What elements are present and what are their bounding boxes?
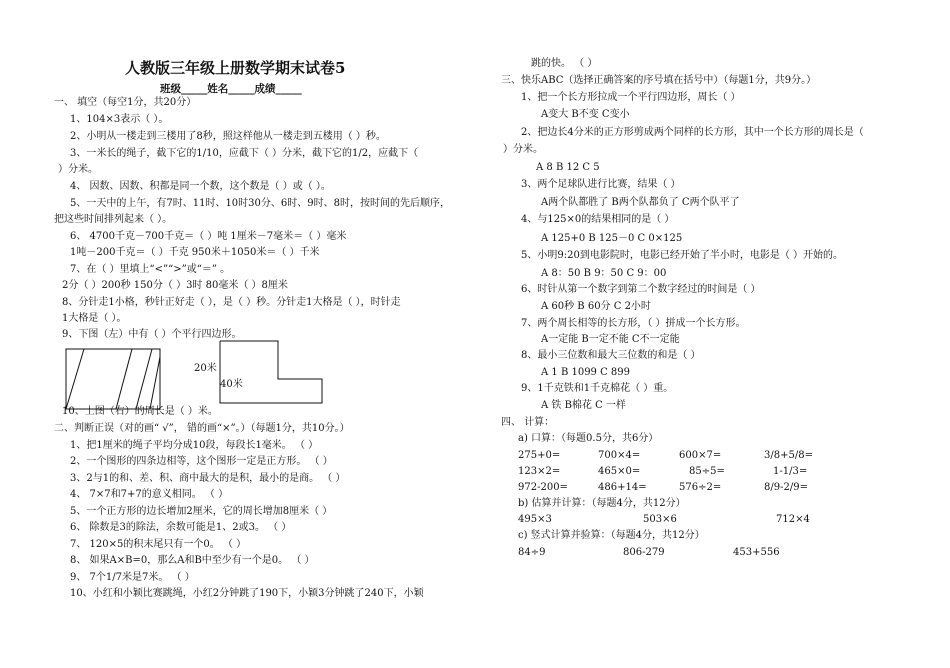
parallelogram-figure	[60, 347, 164, 413]
fill-q3-line2: ）分米。	[58, 164, 98, 175]
judge-q1: 1、把1厘米的绳子平均分成10段，每段长1毫米。 （ ）	[70, 440, 319, 451]
judge-q7: 7、 120×5的积末尾只有一个0。 （ ）	[70, 539, 247, 550]
calc-a-r2c1: 123×2=	[518, 466, 561, 477]
section-1-heading: 一、 填空（每空1分，共20分）	[54, 97, 197, 108]
judge-q4: 4、 7×7和7+7的意义相同。 （ ）	[70, 489, 229, 500]
calc-b-c3: 712×4	[776, 514, 810, 525]
choice-q9-options: A 铁 B棉花 C 一样	[541, 400, 626, 411]
l-shape-figure	[218, 339, 326, 405]
choice-q8-options: A 1 B 1099 C 899	[541, 367, 631, 378]
choice-q3-options: A两个队都胜了 B两个队都负了 C两个队平了	[541, 197, 740, 208]
calc-a-r3c1: 972-200=	[518, 482, 568, 493]
choice-q4-options: A 125+0 B 125－0 C 0×125	[541, 233, 683, 244]
choice-q5: 5、小明9:20到电影院时，电影已经开始了半小时，电影是（ ）开始的。	[521, 250, 843, 261]
fill-q5-line2: 把这些时间排列起来（ ）。	[54, 214, 173, 225]
choice-q4: 4、与125×0的结果相同的是（ ）	[521, 214, 675, 225]
choice-q6-options: A 60秒 B 60分 C 2小时	[541, 301, 651, 312]
choice-q1: 1、把一个长方形拉成一个平行四边形，周长（ ）	[521, 92, 741, 103]
choice-q6: 6、时针从第一个数字到第二个数字经过的时间是（ ）	[521, 284, 761, 295]
fill-q7-line1: 7、在（ ）里填上“<”“>”或“＝” 。	[70, 264, 231, 275]
fill-q2: 2、小明从一楼走到三楼用了8秒，照这样他从一楼走到五楼用（ ）秒。	[70, 131, 386, 142]
student-info: 班级_____姓名_____成绩_____	[160, 83, 302, 95]
fill-q4: 4、 因数、因数、积都是同一个数，这个数是（ ）或（ ）。	[70, 181, 331, 192]
choice-q5-options: A 8：50 B 9：50 C 9：00	[541, 268, 667, 279]
section-3-heading: 三、快乐ABC（选择正确答案的序号填在括号中）（每题1分，共9分。）	[501, 75, 817, 86]
fill-q8-line2: 1大格是（ ）。	[62, 313, 127, 324]
calc-b-c2: 503×6	[643, 514, 677, 525]
fill-q3-line1: 3、一米长的绳子，截下它的1/10，应截下（ ）分米，截下它的1/2，应截下（	[70, 148, 419, 159]
choice-q2-line1: 2、把边长4分米的正方形剪成两个同样的长方形，其中一个长方形的周长是（	[521, 127, 864, 138]
choice-q2-line2: ）分米。	[503, 144, 543, 155]
section-2-heading: 二、判断正误（对的画“ √”， 错的画“×”。）（每题1分，共10分。）	[54, 423, 350, 434]
page-title: 人教版三年级上册数学期末试卷5	[125, 59, 346, 77]
calc-a-r3c3: 576÷2=	[679, 482, 722, 493]
choice-q7-options: A一定能 B一定不能 C不一定能	[541, 334, 680, 345]
judge-q8: 8、 如果A×B=0，那么A和B中至少有一个是0。 （ ）	[70, 555, 315, 566]
calc-part-c-heading: c) 竖式计算并验算：（每题4分，共12分）	[518, 530, 705, 541]
judge-q3: 3、2与1的和、差、积、商中最大的是积，最小的是商。 （ ）	[70, 473, 346, 484]
judge-q10-continued: 跳的快。 （ ）	[531, 58, 598, 69]
choice-q3: 3、两个足球队进行比赛，结果（ ）	[521, 179, 681, 190]
fill-q5-line1: 5、一天中的上午，有7时、11时、10时30分、6时、9时、8时，按时间的先后顺序，	[70, 198, 450, 209]
calc-a-r3c4: 8/9-2/9=	[764, 482, 808, 493]
fill-q9: 9、下图（左）中有（ ）个平行四边形。	[62, 329, 242, 340]
figure-label-40m: 40米	[220, 379, 243, 390]
calc-a-r2c3: 85÷5=	[689, 466, 725, 477]
fill-q8-line1: 8、分针走1小格，秒针正好走（ ），是（ ）秒。分针走1大格是（ ），时针走	[62, 297, 401, 308]
judge-q2: 2、一个图形的四条边相等，这个图形一定是正方形。 （ ）	[70, 456, 333, 467]
calc-a-r1c2: 700×4=	[598, 450, 641, 461]
fill-q6-line1: 6、 4700千克－700千克＝（ ）吨 1厘米－7毫米＝（ ）毫米	[70, 231, 347, 242]
calc-c-c1: 84÷9	[518, 547, 546, 558]
fill-q1: 1、104×3表示（ ）。	[70, 114, 169, 125]
calc-a-r1c4: 3/8+5/8=	[764, 450, 813, 461]
choice-q7: 7、两个周长相等的长方形，（ ）拼成一个长方形。	[521, 318, 746, 329]
choice-q1-options: A变大 B不变 C变小	[541, 109, 630, 120]
choice-q2-options: A 8 B 12 C 5	[536, 162, 600, 173]
calc-a-r1c3: 600×7=	[679, 450, 722, 461]
calc-b-c1: 495×3	[518, 514, 552, 525]
calc-a-r1c1: 275+0=	[518, 450, 561, 461]
calc-a-r2c4: 1-1/3=	[773, 466, 808, 477]
judge-q10: 10、小红和小颖比赛跳绳，小红2分钟跳了190下，小颖3分钟跳了240下，小颖	[70, 588, 424, 599]
fill-q10: 10、上图（右）的周长是（ ）米。	[62, 406, 218, 417]
calc-a-r2c2: 465×0=	[598, 466, 641, 477]
calc-c-c3: 453+556	[733, 547, 780, 558]
calc-part-b-heading: b) 估算并计算：（每题4分，共12分）	[518, 498, 686, 509]
choice-q8: 8、最小三位数和最大三位数的和是（ ）	[521, 350, 701, 361]
calc-a-r3c2: 486+14=	[598, 482, 647, 493]
calc-part-a-heading: a) 口算：（每题0.5分，共6分）	[518, 433, 659, 444]
figure-label-20m: 20米	[194, 363, 217, 374]
fill-q6-line2: 1吨－200千克＝（ ）千克 950米＋1050米＝（ ）千米	[70, 247, 320, 258]
judge-q6: 6、 除数是3的除法，余数可能是1、2或3。 （ ）	[70, 522, 292, 533]
judge-q5: 5、一个正方形的边长增加2厘米，它的周长增加8厘米（ ）	[70, 506, 333, 517]
judge-q9: 9、 7个1/7米是7米。 （ ）	[70, 572, 195, 583]
calc-c-c2: 806-279	[623, 547, 665, 558]
choice-q9: 9、1千克铁和1千克棉花（ ）重。	[521, 383, 674, 394]
fill-q7-line2: 2分（ ）200秒 150分（ ）3时 80毫米（ ）8厘米	[62, 280, 288, 291]
section-4-heading: 四、 计算：	[501, 417, 555, 428]
